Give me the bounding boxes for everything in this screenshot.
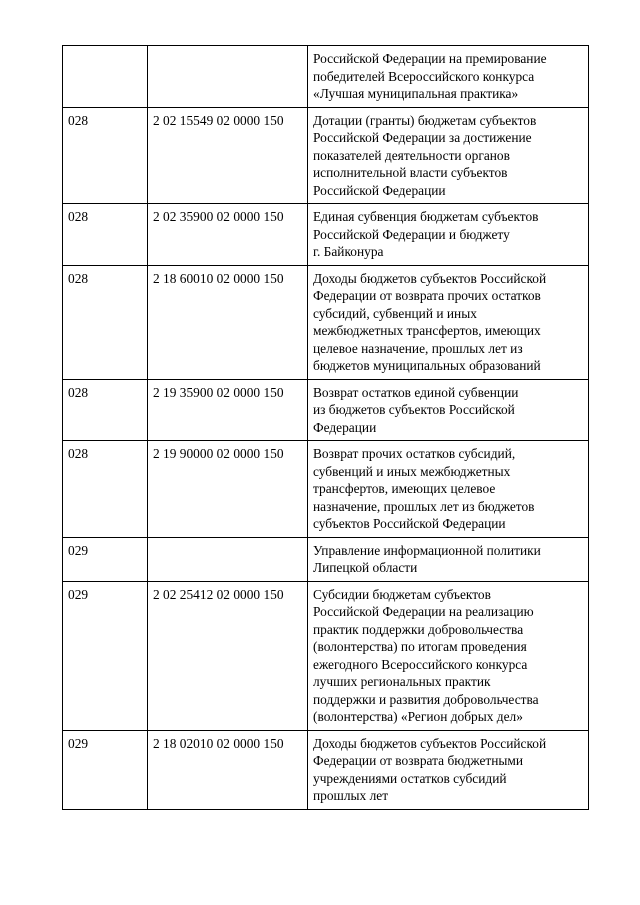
name-line: Федерации от возврата прочих остатков: [313, 288, 541, 303]
name-line: Липецкой области: [313, 560, 418, 575]
income-code-cell: [148, 46, 308, 108]
name-line: субъектов Российской Федерации: [313, 516, 506, 531]
admin-code-cell: 029: [63, 537, 148, 581]
name-line: г. Байконура: [313, 244, 384, 259]
name-line: победителей Всероссийского конкурса: [313, 68, 535, 84]
income-name-cell: [308, 730, 589, 809]
table-row: [63, 441, 589, 538]
income-code-cell: 2 02 25412 02 0000 150: [148, 581, 308, 730]
name-line: ежегодного Всероссийского конкурса: [313, 656, 528, 672]
name-line: Российской Федерации: [313, 182, 446, 198]
name-line: субвенций и иных межбюджетных: [313, 463, 511, 479]
table-row: [63, 537, 589, 581]
income-name-cell: [308, 265, 589, 379]
income-name-cell: [308, 379, 589, 441]
name-line: Российской Федерации и бюджету: [313, 226, 510, 242]
income-code-cell: 2 18 60010 02 0000 150: [148, 265, 308, 379]
name-line: прошлых лет: [313, 788, 389, 803]
admin-code-cell: 028: [63, 265, 148, 379]
name-line: Федерации от возврата бюджетными: [313, 753, 524, 768]
budget-classification-table: [62, 45, 589, 810]
name-line: Доходы бюджетов субъектов Российской: [313, 270, 547, 286]
admin-code-cell: [63, 46, 148, 108]
name-line: Единая субвенция бюджетам субъектов: [313, 209, 539, 224]
income-name-cell: [308, 46, 589, 108]
income-code-cell: 2 18 02010 02 0000 150: [148, 730, 308, 809]
name-line: бюджетов муниципальных образований: [313, 358, 541, 373]
name-line: Дотации (гранты) бюджетам субъектов: [313, 112, 537, 128]
table-row: [63, 46, 589, 108]
name-line: исполнительной власти субъектов: [313, 165, 508, 180]
income-name-cell: [308, 107, 589, 204]
name-line: лучших региональных практик: [313, 674, 491, 689]
table-row: [63, 581, 589, 730]
name-line: (волонтерства) по итогам проведения: [313, 639, 527, 654]
name-line: поддержки и развития добровольчества: [313, 691, 539, 707]
name-line: Российской Федерации на реализацию: [313, 604, 534, 619]
table-row: [63, 265, 589, 379]
income-code-cell: 2 19 90000 02 0000 150: [148, 441, 308, 538]
income-code-cell: 2 02 15549 02 0000 150: [148, 107, 308, 204]
name-line: трансфертов, имеющих целевое: [313, 481, 496, 496]
name-line: (волонтерства) «Регион добрых дел»: [313, 709, 523, 724]
income-name-cell: [308, 441, 589, 538]
table-row: [63, 379, 589, 441]
admin-code-cell: 029: [63, 581, 148, 730]
table-row: [63, 107, 589, 204]
name-line: Возврат остатков единой субвенции: [313, 384, 519, 400]
name-line: Российской Федерации на премирование: [313, 51, 547, 66]
name-line: целевое назначение, прошлых лет из: [313, 340, 523, 356]
admin-code-cell: 028: [63, 107, 148, 204]
name-line: «Лучшая муниципальная практика»: [313, 86, 519, 101]
name-line: Управление информационной политики: [313, 542, 541, 558]
income-code-cell: 2 02 35900 02 0000 150: [148, 204, 308, 266]
name-line: из бюджетов субъектов Российской: [313, 402, 515, 417]
income-code-cell: [148, 537, 308, 581]
admin-code-cell: 028: [63, 204, 148, 266]
admin-code-cell: 028: [63, 379, 148, 441]
table-row: [63, 730, 589, 809]
name-line: практик поддержки добровольчества: [313, 621, 524, 637]
name-line: Возврат прочих остатков субсидий,: [313, 446, 516, 461]
name-line: Субсидии бюджетам субъектов: [313, 586, 491, 602]
income-name-cell: [308, 581, 589, 730]
table-row: [63, 204, 589, 266]
name-line: показателей деятельности органов: [313, 147, 510, 163]
name-line: Российской Федерации за достижение: [313, 130, 532, 145]
admin-code-cell: 029: [63, 730, 148, 809]
admin-code-cell: 028: [63, 441, 148, 538]
name-line: назначение, прошлых лет из бюджетов: [313, 498, 535, 514]
name-line: субсидий, субвенций и иных: [313, 305, 477, 321]
name-line: Доходы бюджетов субъектов Российской: [313, 735, 547, 751]
name-line: Федерации: [313, 419, 377, 435]
income-code-cell: 2 19 35900 02 0000 150: [148, 379, 308, 441]
income-name-cell: [308, 204, 589, 266]
income-name-cell: [308, 537, 589, 581]
name-line: учреждениями остатков субсидий: [313, 770, 507, 786]
name-line: межбюджетных трансфертов, имеющих: [313, 323, 541, 338]
